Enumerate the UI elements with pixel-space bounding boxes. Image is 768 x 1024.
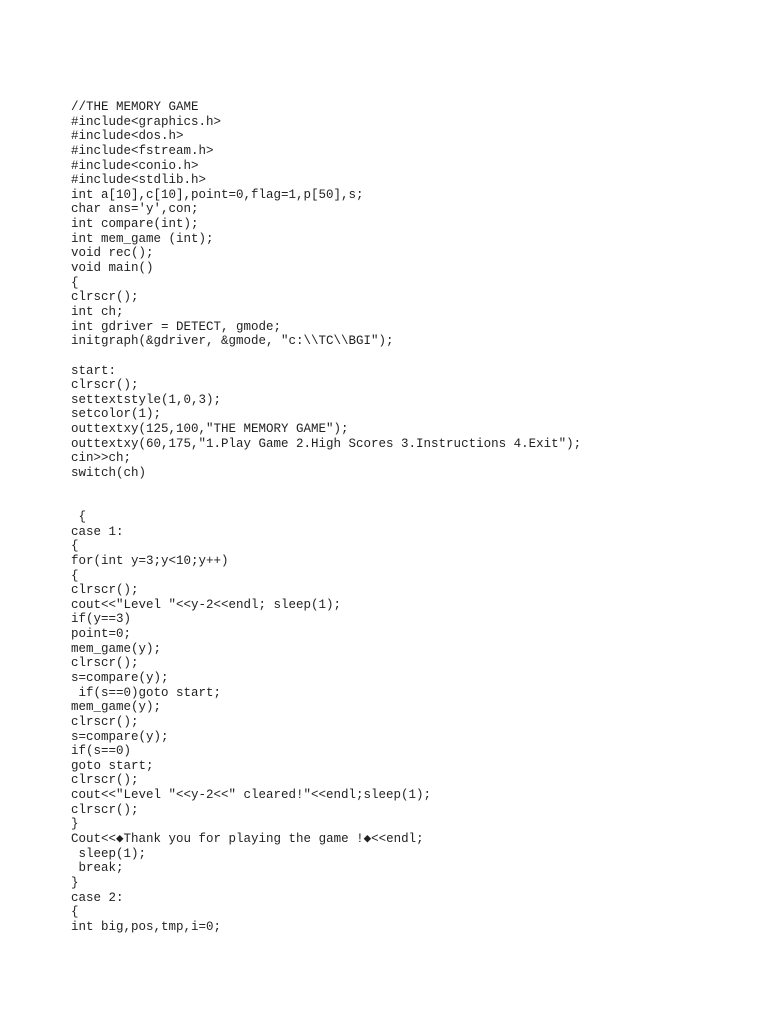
code-line: s=compare(y); — [71, 670, 169, 685]
code-line: void main() — [71, 261, 154, 276]
code-line: cout<<"Level "<<y-2<<" cleared!"<<endl;sleep(1); — [71, 788, 432, 803]
code-line: outtextxy(125,100,"THE MEMORY GAME"); — [71, 422, 349, 437]
code-line: { — [71, 539, 79, 554]
code-line: #include<dos.h> — [71, 129, 184, 144]
code-line: { — [71, 509, 87, 524]
code-line: clrscr(); — [71, 714, 139, 729]
code-line: s=compare(y); — [71, 729, 169, 744]
code-line: int gdriver = DETECT, gmode; — [71, 319, 282, 334]
code-line: clrscr(); — [71, 378, 139, 393]
code-line: point=0; — [71, 627, 132, 642]
code-line: clrscr(); — [71, 656, 139, 671]
code-line: int mem_game (int); — [71, 231, 214, 246]
code-line: if(s==0) — [71, 744, 132, 759]
code-line: sleep(1); — [71, 846, 147, 861]
code-line: start: — [71, 363, 117, 378]
code-line: #include<conio.h> — [71, 158, 199, 173]
code-line: int ch; — [71, 304, 124, 319]
code-line: cin>>ch; — [71, 451, 132, 466]
code-line: switch(ch) — [71, 466, 147, 481]
code-line: goto start; — [71, 758, 154, 773]
code-line: #include<fstream.h> — [71, 143, 214, 158]
code-line: #include<stdlib.h> — [71, 173, 207, 188]
code-line — [71, 495, 581, 510]
code-line: int big,pos,tmp,i=0; — [71, 919, 222, 934]
code-line: mem_game(y); — [71, 641, 162, 656]
source-code-block — [71, 100, 581, 935]
code-line: settextstyle(1,0,3); — [71, 392, 222, 407]
code-line: } — [71, 875, 79, 890]
code-line: case 1: — [71, 524, 124, 539]
code-line: mem_game(y); — [71, 700, 162, 715]
code-line: } — [71, 817, 79, 832]
code-line: clrscr(); — [71, 583, 139, 598]
code-line: clrscr(); — [71, 802, 139, 817]
code-line: { — [71, 275, 79, 290]
code-line: clrscr(); — [71, 773, 139, 788]
code-line: outtextxy(60,175,"1.Play Game 2.High Scores 3.Instructions 4.Exit"); — [71, 436, 582, 451]
code-line — [71, 349, 581, 364]
code-line: case 2: — [71, 890, 124, 905]
code-line: char ans='y',con; — [71, 202, 199, 217]
code-line: break; — [71, 861, 124, 876]
code-line: cout<<"Level "<<y-2<<endl; sleep(1); — [71, 597, 342, 612]
code-line: int a[10],c[10],point=0,flag=1,p[50],s; — [71, 187, 364, 202]
code-line: if(y==3) — [71, 612, 132, 627]
code-line: setcolor(1); — [71, 407, 162, 422]
code-line: clrscr(); — [71, 290, 139, 305]
code-line: for(int y=3;y<10;y++) — [71, 553, 229, 568]
code-line: { — [71, 905, 79, 920]
code-line: if(s==0)goto start; — [71, 685, 222, 700]
code-line: #include<graphics.h> — [71, 114, 222, 129]
code-line — [71, 481, 581, 496]
code-line: //THE MEMORY GAME — [71, 100, 199, 114]
code-line: int compare(int); — [71, 217, 199, 232]
code-line: void rec(); — [71, 246, 154, 261]
code-line: initgraph(&gdriver, &gmode, "c:\\TC\\BGI"); — [71, 334, 394, 349]
code-line: { — [71, 568, 79, 583]
code-line: Cout<<◆Thank you for playing the game !◆<<endl; — [71, 832, 424, 847]
